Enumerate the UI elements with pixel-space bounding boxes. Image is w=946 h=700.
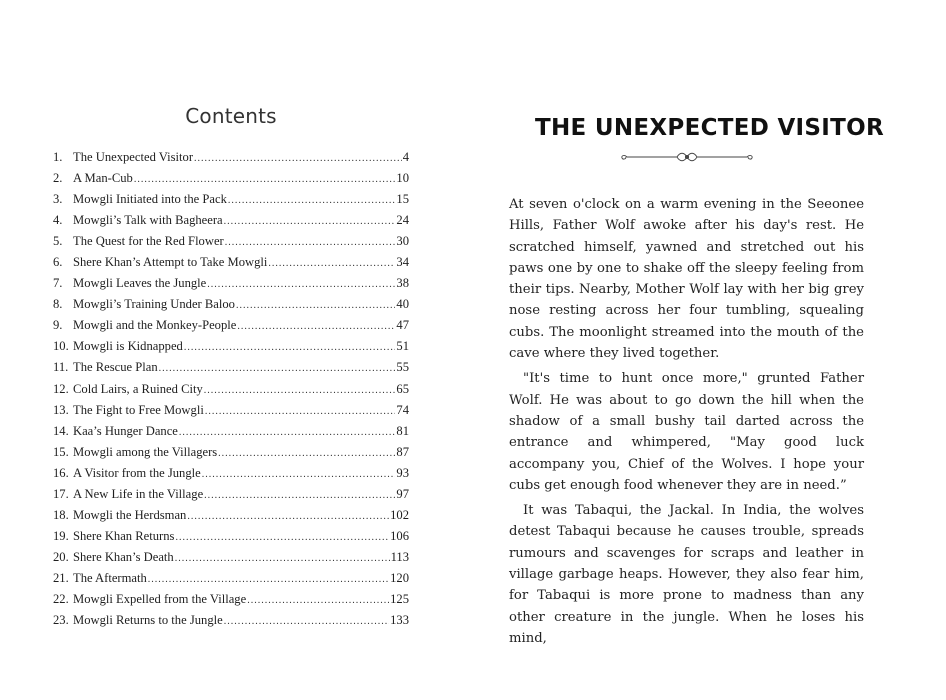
chapter-title: THE UNEXPECTED VISITOR bbox=[534, 115, 884, 141]
toc-item-15[interactable] bbox=[53, 442, 409, 463]
toc-item-6[interactable] bbox=[53, 252, 409, 273]
toc-chapter-title: The Quest for the Red Flower bbox=[73, 234, 224, 249]
toc-page-number: 47 bbox=[396, 318, 409, 333]
toc-leader-dots bbox=[204, 485, 395, 506]
toc-leader-dots bbox=[207, 274, 395, 295]
toc-item-13[interactable] bbox=[53, 400, 409, 421]
toc-leader-dots bbox=[175, 548, 390, 569]
toc-number: 4. bbox=[53, 213, 63, 228]
toc-leader-dots bbox=[134, 169, 396, 190]
toc-number: 12. bbox=[53, 381, 69, 396]
toc-chapter-title: Shere Khan Returns bbox=[73, 528, 175, 543]
toc-page-number: 65 bbox=[396, 381, 409, 396]
toc-item-19[interactable] bbox=[53, 526, 409, 547]
toc-leader-dots bbox=[179, 422, 396, 443]
toc-number: 18. bbox=[53, 507, 69, 522]
toc-chapter-title: The Unexpected Visitor bbox=[73, 150, 194, 164]
toc-item-21[interactable] bbox=[53, 568, 409, 589]
toc-chapter-title: A Man-Cub bbox=[73, 171, 133, 186]
toc-page-number: 81 bbox=[396, 423, 409, 438]
toc-chapter-title: A Visitor from the Jungle bbox=[73, 465, 201, 480]
toc-number: 9. bbox=[53, 318, 63, 333]
toc-chapter-title: A New Life in the Village bbox=[73, 486, 204, 501]
toc-leader-dots bbox=[184, 337, 396, 358]
toc-number: 8. bbox=[53, 297, 63, 312]
toc-leader-dots bbox=[187, 506, 389, 527]
toc-leader-dots bbox=[224, 611, 389, 632]
ornament-divider-icon bbox=[617, 149, 757, 165]
toc-leader-dots bbox=[228, 190, 396, 211]
toc-item-9[interactable] bbox=[53, 315, 409, 336]
toc-item-16[interactable] bbox=[53, 463, 409, 484]
toc-chapter-title: Mowgli the Herdsman bbox=[73, 507, 187, 522]
toc-page-number: 4 bbox=[402, 150, 409, 164]
toc-chapter-title: Mowgli Expelled from the Village bbox=[73, 591, 247, 606]
toc-page-number: 87 bbox=[396, 444, 409, 459]
toc-item-5[interactable] bbox=[53, 231, 409, 252]
paragraph: At seven o'clock on a warm evening in the Seeonee Hills, Father Wolf awoke after his day's rest. He scratched himself, yawned and stretched out his paws one by one to shake off the sleepy feeling from their tips. Nearby, Mother Wolf lay with her big grey nose resting across her four tumbling, squealing cubs. The moonlight streamed into the mouth of the cave where they lived together. bbox=[509, 197, 864, 362]
toc-leader-dots bbox=[236, 295, 395, 316]
toc-number: 23. bbox=[53, 613, 69, 628]
toc-chapter-title: The Aftermath bbox=[73, 570, 147, 585]
toc-chapter-title: Shere Khan’s Attempt to Take Mowgli bbox=[73, 255, 268, 270]
toc-page-number: 10 bbox=[396, 171, 409, 186]
toc-item-18[interactable] bbox=[53, 505, 409, 526]
toc-number: 15. bbox=[53, 444, 69, 459]
toc-page-number: 106 bbox=[390, 528, 409, 543]
toc-page-number: 38 bbox=[396, 276, 409, 291]
toc-page-number: 15 bbox=[396, 192, 409, 207]
toc-page-number: 102 bbox=[390, 507, 409, 522]
toc-number: 14. bbox=[53, 423, 69, 438]
toc-item-10[interactable] bbox=[53, 336, 409, 357]
paragraph: "It's time to hunt once more," grunted Father Wolf. He was about to go down the hill when the shadow of a small bushy tail darted across the entrance and whimpered, "May good luck accompany you, Chief of the Wolves. I hope your cubs get enough food whenever they are in need.” bbox=[509, 371, 864, 493]
toc-number: 20. bbox=[53, 549, 69, 564]
chapter-body bbox=[509, 194, 864, 653]
toc-page-number: 34 bbox=[396, 255, 409, 270]
toc-leader-dots bbox=[237, 316, 395, 337]
toc-page-number: 125 bbox=[390, 591, 409, 606]
toc-number: 6. bbox=[53, 255, 63, 270]
toc-item-1[interactable] bbox=[53, 147, 409, 168]
toc-item-8[interactable] bbox=[53, 294, 409, 315]
toc-chapter-title: The Rescue Plan bbox=[73, 360, 158, 375]
toc-item-17[interactable] bbox=[53, 484, 409, 505]
toc-number: 16. bbox=[53, 465, 69, 480]
toc-chapter-title: Mowgli and the Monkey-People bbox=[73, 318, 237, 333]
toc-chapter-title: Cold Lairs, a Ruined City bbox=[73, 381, 203, 396]
toc-item-23[interactable] bbox=[53, 610, 409, 631]
toc-chapter-title: Shere Khan’s Death bbox=[73, 549, 174, 564]
paragraph: It was Tabaqui, the Jackal. In India, the wolves detest Tabaqui because he causes trouble, spreads rumours and scavenges for scraps and leather in village garbage heaps. However, they also fear him, for Tabaqui is more prone to madness than any other creature in the jungle. When he loses his mind, bbox=[509, 503, 864, 646]
toc-number: 10. bbox=[53, 339, 69, 354]
toc-item-4[interactable] bbox=[53, 210, 409, 231]
toc-item-7[interactable] bbox=[53, 273, 409, 294]
toc-leader-dots bbox=[202, 464, 396, 485]
toc-page-number: 24 bbox=[396, 213, 409, 228]
toc-chapter-title: Mowgli Leaves the Jungle bbox=[73, 276, 207, 291]
toc-chapter-title: Mowgli’s Training Under Baloo bbox=[73, 297, 235, 312]
toc-item-11[interactable] bbox=[53, 357, 409, 378]
toc-number: 17. bbox=[53, 486, 69, 501]
toc-number: 11. bbox=[53, 360, 69, 375]
toc-leader-dots bbox=[247, 590, 389, 611]
toc-leader-dots bbox=[159, 358, 396, 379]
toc-page-number: 133 bbox=[390, 613, 409, 628]
toc-chapter-title: Mowgli’s Talk with Bagheera bbox=[73, 213, 223, 228]
toc-chapter-title: Mowgli Returns to the Jungle bbox=[73, 613, 223, 628]
toc-leader-dots bbox=[148, 569, 389, 590]
toc-heading: Contents bbox=[185, 104, 277, 128]
toc-number: 3. bbox=[53, 192, 63, 207]
toc-page-number: 55 bbox=[396, 360, 409, 375]
toc-leader-dots bbox=[205, 401, 396, 422]
toc-item-14[interactable] bbox=[53, 421, 409, 442]
toc-number: 5. bbox=[53, 234, 63, 249]
toc-leader-dots bbox=[225, 232, 396, 253]
toc-leader-dots bbox=[224, 211, 396, 232]
toc-page-number: 40 bbox=[396, 297, 409, 312]
toc-number: 21. bbox=[53, 570, 69, 585]
toc-leader-dots bbox=[218, 443, 395, 464]
toc-number: 19. bbox=[53, 528, 69, 543]
toc-chapter-title: Kaa’s Hunger Dance bbox=[73, 423, 178, 438]
toc-leader-dots bbox=[175, 527, 389, 548]
right-page bbox=[473, 0, 946, 700]
toc-number: 22. bbox=[53, 591, 69, 606]
toc-chapter-title: Mowgli Initiated into the Pack bbox=[73, 192, 227, 207]
toc-list bbox=[53, 147, 409, 631]
toc-page-number: 74 bbox=[396, 402, 409, 417]
toc-item-12[interactable] bbox=[53, 379, 409, 400]
toc-item-2[interactable] bbox=[53, 168, 409, 189]
toc-number: 13. bbox=[53, 402, 69, 417]
toc-leader-dots bbox=[268, 253, 395, 274]
toc-page-number: 120 bbox=[390, 570, 409, 585]
toc-page-number: 51 bbox=[396, 339, 409, 354]
toc-number: 7. bbox=[53, 276, 63, 291]
toc-page-number: 93 bbox=[396, 465, 409, 480]
toc-number: 2. bbox=[53, 171, 63, 186]
toc-page-number: 113 bbox=[390, 549, 409, 564]
toc-item-3[interactable] bbox=[53, 189, 409, 210]
toc-chapter-title: Mowgli among the Villagers bbox=[73, 444, 218, 459]
toc-item-20[interactable] bbox=[53, 547, 409, 568]
toc-leader-dots bbox=[194, 148, 402, 169]
toc-item-22[interactable] bbox=[53, 589, 409, 610]
toc-page-number: 97 bbox=[396, 486, 409, 501]
toc-chapter-title: Mowgli is Kidnapped bbox=[73, 339, 183, 354]
toc-chapter-title: The Fight to Free Mowgli bbox=[73, 402, 204, 417]
toc-number: 1. bbox=[53, 150, 63, 164]
toc-page-number: 30 bbox=[396, 234, 409, 249]
toc-leader-dots bbox=[204, 380, 396, 401]
